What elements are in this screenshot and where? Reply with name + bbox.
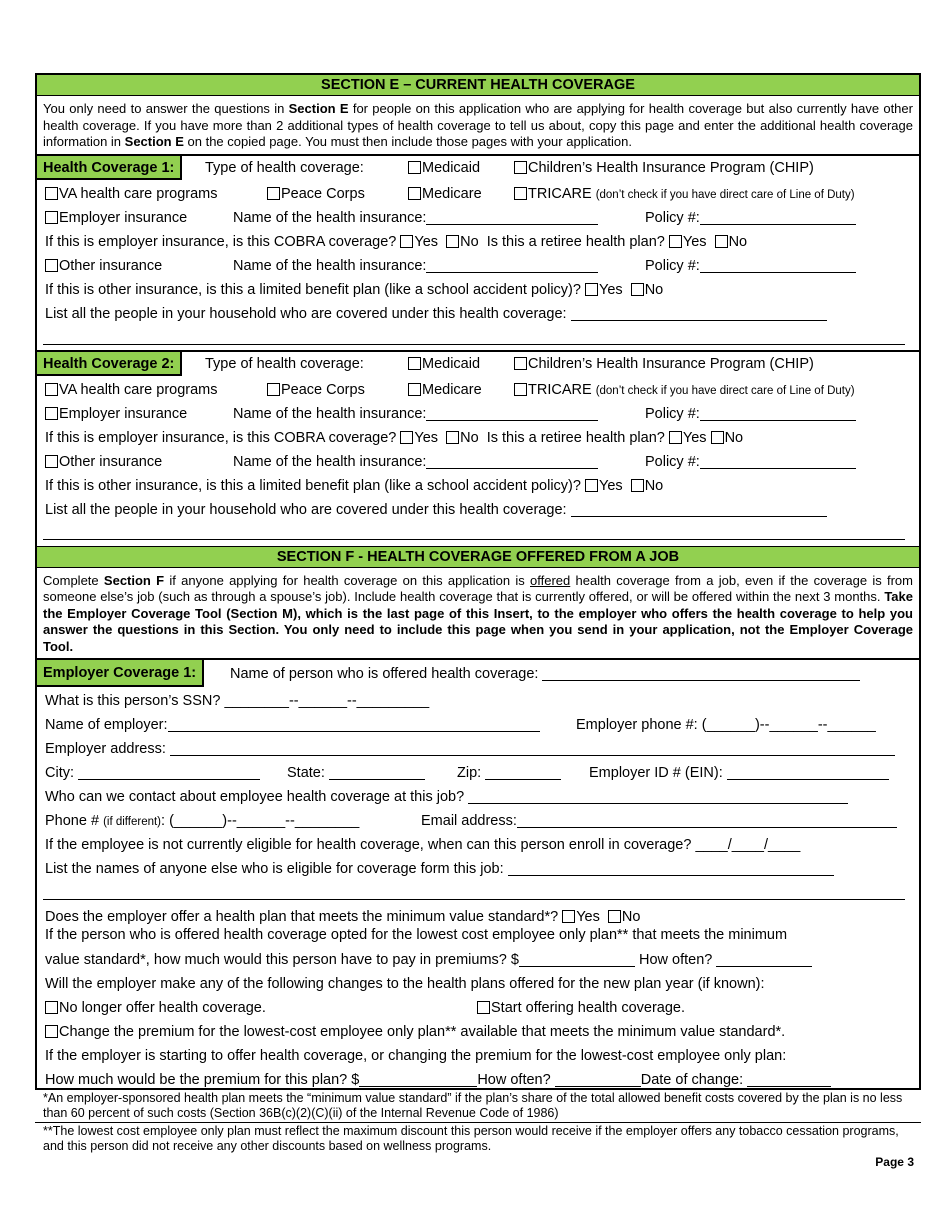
section-f-title: SECTION F - HEALTH COVERAGE OFFERED FROM A JOB bbox=[37, 546, 919, 568]
limited-benefit-question: If this is other insurance, is this a limited benefit plan (like a school accident policy)? bbox=[45, 477, 581, 494]
email-label: Email address: bbox=[421, 813, 517, 829]
how-much-field[interactable] bbox=[359, 1072, 477, 1087]
person-name-field[interactable] bbox=[542, 666, 860, 681]
employer-address-field[interactable] bbox=[170, 741, 895, 756]
list-names-field[interactable] bbox=[508, 861, 834, 876]
city-field[interactable] bbox=[78, 765, 260, 780]
medicaid-checkbox[interactable] bbox=[408, 161, 421, 174]
retiree-yes-checkbox[interactable] bbox=[669, 235, 682, 248]
retiree-yes-checkbox[interactable] bbox=[669, 431, 682, 444]
phone-label: Phone # bbox=[45, 813, 100, 829]
no-label: No bbox=[724, 429, 744, 446]
footnote-min-value: *An employer-sponsored health plan meets the “minimum value standard” if the plan’s share of the total allowed benefit costs covered by the plan is no less than 60 percent of such costs (Section 36B(c)(2)(C)(ii) of the Internal Revenue Code of 1986) bbox=[43, 1091, 903, 1120]
limited-no-checkbox[interactable] bbox=[631, 283, 644, 296]
page-number: Page 3 bbox=[875, 1155, 914, 1169]
tricare-label: TRICARE bbox=[528, 381, 592, 398]
date-change-label: Date of change: bbox=[640, 1072, 744, 1088]
list-names-label: List the names of anyone else who is eligible for coverage form this job: bbox=[45, 861, 504, 877]
section-e-intro: You only need to answer the questions in Section E for people on this application who are applying for health coverage but also currently have other health coverage. If you have more than 2 additional types of health coverage to tell us about, copy this page and enter the additional health coverage information in Section E on the copied page. You must then include those pages with your application. bbox=[37, 96, 919, 156]
other-insurance-name-field[interactable] bbox=[426, 454, 598, 469]
peace-corps-checkbox[interactable] bbox=[267, 187, 280, 200]
employer-insurance-label: Employer insurance bbox=[59, 209, 188, 226]
health-coverage-1-label: Health Coverage 1: bbox=[37, 156, 182, 180]
ssn-field[interactable]: ________--______--_________ bbox=[224, 693, 430, 709]
premium-label: value standard*, how much would this person have to pay in premiums? $ bbox=[45, 952, 519, 968]
list-people-line-2[interactable] bbox=[43, 344, 905, 345]
city-label: City: bbox=[45, 765, 74, 781]
limited-no-checkbox[interactable] bbox=[631, 479, 644, 492]
yes-label: Yes bbox=[414, 429, 439, 446]
employer-name-field[interactable] bbox=[168, 717, 540, 732]
insurance-name-field[interactable] bbox=[426, 406, 598, 421]
no-label: No bbox=[460, 429, 479, 446]
date-change-field[interactable] bbox=[747, 1072, 831, 1087]
medicaid-label: Medicaid bbox=[422, 355, 481, 372]
yes-label: Yes bbox=[599, 281, 623, 298]
yes-label: Yes bbox=[599, 477, 623, 494]
yes-label: Yes bbox=[576, 909, 600, 925]
va-label: VA health care programs bbox=[59, 185, 218, 202]
cobra-no-checkbox[interactable] bbox=[446, 431, 459, 444]
how-much-label: How much would be the premium for this plan? $ bbox=[45, 1072, 360, 1088]
state-field[interactable] bbox=[329, 765, 425, 780]
health-coverage-1 bbox=[37, 156, 919, 352]
section-f-intro: Complete Section F if anyone applying for health coverage on this application is offered health coverage from a job, even if the coverage is from someone else’s job (such as through a spouse’s job). Include health coverage that is currently offered, or will be offered within the next 3 months. Take the Employer Coverage Tool (Section M), which is the last page of this Insert, to the employer who offers the health coverage to help you answer the questions in this Section. You only need to include this page when you send in your application, not the Employer Coverage Tool. bbox=[37, 568, 919, 661]
lowest-cost-question: If the person who is offered health coverage opted for the lowest cost employee only plan** that meets the minimum bbox=[45, 927, 788, 943]
yes-label: Yes bbox=[682, 233, 707, 250]
retiree-question: Is this a retiree health plan? bbox=[486, 233, 665, 250]
no-label: No bbox=[728, 233, 748, 250]
person-name-label: Name of person who is offered health coverage: bbox=[230, 666, 539, 682]
starting-question: If the employer is starting to offer health coverage, or changing the premium for the lowest-cost employee only plan: bbox=[45, 1048, 787, 1064]
phone-note: (if different) bbox=[103, 816, 162, 828]
section-e-title: SECTION E – CURRENT HEALTH COVERAGE bbox=[37, 75, 919, 96]
medicaid-checkbox[interactable] bbox=[408, 357, 421, 370]
footnote-lowest-cost: **The lowest cost employee only plan must reflect the maximum discount this person would receive if the employer offers any tobacco cessation programs, and this person did not receive any other discounts based on wellness programs. bbox=[43, 1124, 899, 1153]
ssn-label: What is this person’s SSN? bbox=[45, 693, 221, 709]
other-insurance-label: Other insurance bbox=[59, 257, 163, 274]
tricare-note: (don’t check if you have direct care of Line of Duty) bbox=[595, 188, 855, 201]
insurance-name-field[interactable] bbox=[426, 210, 598, 225]
employer-coverage-1 bbox=[37, 660, 919, 1088]
how-often-field[interactable] bbox=[716, 952, 812, 967]
type-label: Type of health coverage: bbox=[205, 159, 364, 176]
cobra-no-checkbox[interactable] bbox=[446, 235, 459, 248]
contact-field[interactable] bbox=[468, 789, 848, 804]
other-policy-field[interactable] bbox=[700, 454, 856, 469]
list-people-label: List all the people in your household who are covered under this health coverage: bbox=[45, 501, 567, 518]
health-coverage-2 bbox=[37, 352, 919, 546]
no-label: No bbox=[621, 909, 641, 925]
retiree-no-checkbox[interactable] bbox=[715, 235, 728, 248]
list-names-line-2[interactable] bbox=[43, 899, 905, 900]
min-value-question: Does the employer offer a health plan that meets the minimum value standard*? bbox=[45, 909, 559, 925]
other-policy-field[interactable] bbox=[700, 258, 856, 273]
employer-name-label: Name of employer: bbox=[45, 717, 168, 733]
how-often-2-field[interactable] bbox=[555, 1072, 641, 1087]
employer-address-label: Employer address: bbox=[45, 741, 166, 757]
tricare-label: TRICARE bbox=[528, 185, 592, 202]
no-label: No bbox=[460, 233, 479, 250]
insurance-name-label: Name of the health insurance: bbox=[233, 257, 427, 274]
type-label: Type of health coverage: bbox=[205, 355, 364, 372]
limited-benefit-question: If this is other insurance, is this a limited benefit plan (like a school accident policy)? bbox=[45, 281, 581, 298]
list-people-field[interactable] bbox=[571, 306, 827, 321]
footnote-divider bbox=[35, 1122, 921, 1123]
medicare-label: Medicare bbox=[422, 381, 482, 398]
medicare-checkbox[interactable] bbox=[408, 383, 421, 396]
policy-label: Policy #: bbox=[645, 257, 700, 274]
list-people-label: List all the people in your household who are covered under this health coverage: bbox=[45, 305, 567, 322]
phone-field[interactable]: : (______)--______--________ bbox=[161, 813, 360, 829]
other-insurance-name-field[interactable] bbox=[426, 258, 598, 273]
other-insurance-label: Other insurance bbox=[59, 453, 163, 470]
no-label: No bbox=[644, 477, 664, 494]
employer-insurance-label: Employer insurance bbox=[59, 405, 188, 422]
retiree-question: Is this a retiree health plan? bbox=[486, 429, 665, 446]
cobra-question: If this is employer insurance, is this COBRA coverage? bbox=[45, 429, 397, 446]
insurance-name-label: Name of the health insurance: bbox=[233, 405, 427, 422]
medicare-checkbox[interactable] bbox=[408, 187, 421, 200]
limited-yes-checkbox[interactable] bbox=[585, 283, 598, 296]
peace-corps-checkbox[interactable] bbox=[267, 383, 280, 396]
form-frame bbox=[35, 73, 921, 1090]
start-offering-checkbox[interactable] bbox=[477, 1001, 490, 1014]
retiree-no-checkbox[interactable] bbox=[711, 431, 724, 444]
min-value-yes-checkbox[interactable] bbox=[562, 910, 575, 923]
change-premium-label: Change the premium for the lowest-cost employee only plan** available that meets the minimum value standard*. bbox=[59, 1024, 786, 1040]
premium-field[interactable] bbox=[519, 952, 635, 967]
insurance-name-label: Name of the health insurance: bbox=[233, 209, 427, 226]
no-longer-offer-label: No longer offer health coverage. bbox=[59, 1000, 266, 1016]
enroll-date-question[interactable]: If the employee is not currently eligible for health coverage, when can this person enroll in coverage? ____/____/____ bbox=[45, 837, 801, 853]
medicare-label: Medicare bbox=[422, 185, 482, 202]
chip-checkbox[interactable] bbox=[514, 357, 527, 370]
list-people-field[interactable] bbox=[571, 502, 827, 517]
va-checkbox[interactable] bbox=[45, 187, 58, 200]
chip-label: Children’s Health Insurance Program (CHIP) bbox=[528, 159, 814, 176]
other-insurance-checkbox[interactable] bbox=[45, 455, 58, 468]
chip-checkbox[interactable] bbox=[514, 161, 527, 174]
policy-label: Policy #: bbox=[645, 453, 700, 470]
cobra-yes-checkbox[interactable] bbox=[400, 235, 413, 248]
no-longer-offer-checkbox[interactable] bbox=[45, 1001, 58, 1014]
yes-label: Yes bbox=[414, 233, 439, 250]
tricare-checkbox[interactable] bbox=[514, 383, 527, 396]
state-label: State: bbox=[287, 765, 325, 781]
policy-label: Policy #: bbox=[645, 209, 700, 226]
cobra-yes-checkbox[interactable] bbox=[400, 431, 413, 444]
limited-yes-checkbox[interactable] bbox=[585, 479, 598, 492]
how-often-label: How often? bbox=[638, 952, 713, 968]
employer-insurance-checkbox[interactable] bbox=[45, 211, 58, 224]
va-checkbox[interactable] bbox=[45, 383, 58, 396]
employer-coverage-1-label: Employer Coverage 1: bbox=[37, 660, 204, 687]
peace-corps-label: Peace Corps bbox=[281, 381, 365, 398]
tricare-note: (don’t check if you have direct care of Line of Duty) bbox=[595, 384, 855, 397]
policy-field[interactable] bbox=[700, 406, 856, 421]
zip-field[interactable] bbox=[485, 765, 561, 780]
employer-insurance-checkbox[interactable] bbox=[45, 407, 58, 420]
min-value-no-checkbox[interactable] bbox=[608, 910, 621, 923]
policy-label: Policy #: bbox=[645, 405, 700, 422]
chip-label: Children’s Health Insurance Program (CHIP) bbox=[528, 355, 814, 372]
email-field[interactable] bbox=[517, 813, 897, 828]
tricare-checkbox[interactable] bbox=[514, 187, 527, 200]
other-insurance-checkbox[interactable] bbox=[45, 259, 58, 272]
medicaid-label: Medicaid bbox=[422, 159, 481, 176]
peace-corps-label: Peace Corps bbox=[281, 185, 365, 202]
no-label: No bbox=[644, 281, 664, 298]
ein-label: Employer ID # (EIN): bbox=[589, 765, 723, 781]
zip-label: Zip: bbox=[457, 765, 482, 781]
policy-field[interactable] bbox=[700, 210, 856, 225]
health-coverage-2-label: Health Coverage 2: bbox=[37, 352, 182, 376]
how-often-2-label: How often? bbox=[477, 1072, 551, 1088]
ein-field[interactable] bbox=[727, 765, 889, 780]
contact-label: Who can we contact about employee health coverage at this job? bbox=[45, 789, 465, 805]
changes-question: Will the employer make any of the following changes to the health plans offered for the new plan year (if known): bbox=[45, 976, 765, 992]
start-offering-label: Start offering health coverage. bbox=[491, 1000, 685, 1016]
change-premium-checkbox[interactable] bbox=[45, 1025, 58, 1038]
cobra-question: If this is employer insurance, is this COBRA coverage? bbox=[45, 233, 397, 250]
list-people-line-2[interactable] bbox=[43, 539, 905, 540]
insurance-name-label: Name of the health insurance: bbox=[233, 453, 427, 470]
va-label: VA health care programs bbox=[59, 381, 218, 398]
employer-phone[interactable]: Employer phone #: (______)--______--______ bbox=[576, 717, 876, 733]
yes-label: Yes bbox=[682, 429, 707, 446]
